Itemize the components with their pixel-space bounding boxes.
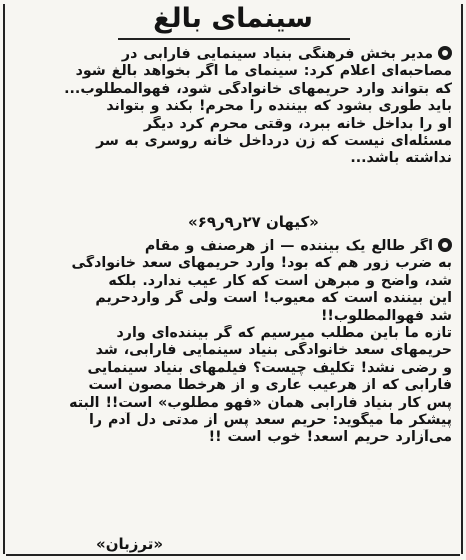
paragraph-2-line: می‌آزارد حریم اسعد! خوب است !! bbox=[208, 429, 452, 446]
right-border bbox=[461, 4, 463, 554]
headline: سینمای بالغ bbox=[153, 3, 313, 34]
paragraph-1-line: مصاحبه‌ای اعلام کرد: سینمای ما اگر بخواهد بالغ شود bbox=[75, 63, 452, 80]
paragraph-2-line: پیشکر ما میگوید: حریم سعد پس از مدتی دل آدم را bbox=[89, 412, 452, 429]
paragraph-2-line: تازه ما باین مطلب میرسیم که گر بیننده‌ای وارد bbox=[116, 325, 452, 342]
paragraph-2-line: و رضی نشد! تکلیف چیست؟ فیلمهای بنیاد سینمایی bbox=[87, 359, 452, 376]
paragraph-1-line: او را بداخل خانه ببرد، وقتی محرم کرد دیگر bbox=[143, 115, 452, 132]
source-citation-2: «ترزبان» bbox=[96, 535, 164, 553]
paragraph-2-line: شد، واضح و مبرهن است که کار عیب ندارد. بلکه bbox=[108, 272, 452, 289]
bullet-icon bbox=[438, 238, 452, 252]
bottom-border bbox=[6, 554, 460, 556]
paragraph-1-line: نداشته باشد... bbox=[350, 150, 452, 167]
paragraph-2-line: به ضرب زور هم که بود! وارد حریمهای سعد خانوادگی bbox=[71, 255, 452, 272]
paragraph-1 bbox=[14, 46, 452, 168]
left-border bbox=[3, 4, 5, 554]
paragraph-1-line: مسئله‌ای نیست که زن درداخل خانه روسری به سر bbox=[96, 133, 452, 150]
paragraph-1-line: باید طوری بشود که بیننده را محرم! بکند و بتواند bbox=[106, 98, 452, 115]
headline-underline bbox=[118, 38, 350, 40]
paragraph-2-line: پس کار بنیاد فارابی همان «فهو مطلوب» است!! البته bbox=[69, 394, 452, 411]
paragraph-1-line: که بتواند وارد حریمهای خانوادگی شود، فهو‌المطلوب... bbox=[64, 80, 452, 97]
source-citation-1: «کیهان ۲۷ر۹ر۶۹» bbox=[188, 213, 319, 231]
paragraph-2-line: فارابی که از هرعیب عاری و از هرخطا مصون است bbox=[88, 377, 452, 394]
paragraph-1-line: مدیر بخش فرهنگی بنیاد سینمایی فارابی در bbox=[14, 46, 452, 63]
paragraph-2-line: شد فهو‌المطلوب!! bbox=[320, 307, 452, 324]
paragraph-2-line: این بیننده است که معیوب! است ولی گر واردحریم bbox=[95, 290, 452, 307]
paragraph-2-line: اگر طالع یک بیننده — از هرصنف و مقام bbox=[14, 238, 452, 255]
bullet-icon bbox=[438, 46, 452, 60]
paragraph-2-line: حریمهای سعد خانوادگی بنیاد سینمایی فارابی، شد bbox=[95, 342, 452, 359]
paragraph-2 bbox=[14, 238, 452, 447]
